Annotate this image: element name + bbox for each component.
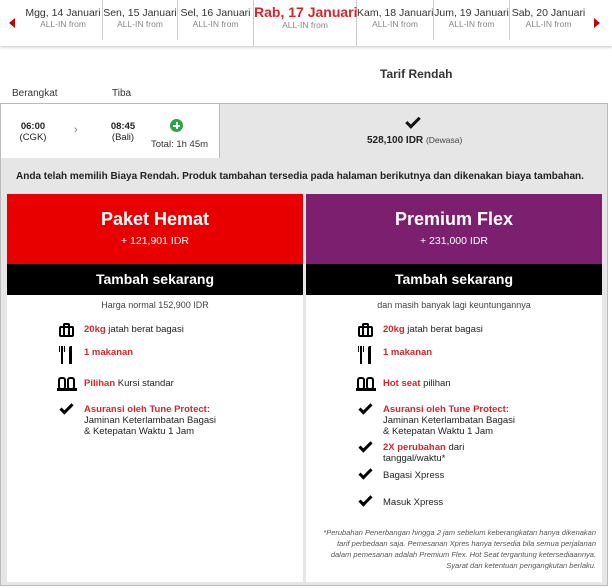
terms-footnote [314,527,596,571]
feature-text: Masuk Xpress [383,497,444,508]
date-item[interactable] [357,0,433,40]
feature-highlight: 1 makanan [383,347,433,358]
date-label-active: Rab, 17 Januari [254,4,358,20]
next-date-arrow-icon[interactable] [594,18,600,28]
bundle-price: + 121,901 IDR [120,235,189,247]
date-sublabel: ALL-IN from [40,19,86,29]
meal-icon [356,346,376,362]
fare-column-title: Tarif Rendah [380,67,453,81]
feature-highlight: Pilihan [84,378,116,389]
feature-highlight: 2X perubahan [383,442,446,453]
feature-highlight: 1 makanan [84,347,134,358]
date-item[interactable] [102,0,177,40]
meal-icon [57,346,77,362]
feature-detail: jatah berat bagasi [105,324,184,335]
feature-detail: & Ketepatan Waktu 1 Jam [383,426,494,437]
depart-time: 06:00 [20,121,46,132]
total-duration: Total: 1h 45m [151,139,209,150]
date-sublabel: ALL-IN from [372,19,418,29]
date-sublabel: ALL-IN from [117,19,163,29]
flight-details-plus-icon[interactable] [170,119,183,132]
footnote-line: dalam pemesanan adalah Premium Flex. Hot Seat tergantung ketersediaannya. [330,550,596,559]
feature-text [383,324,483,335]
feature-detail: Kursi standar [115,378,174,389]
footnote-line: Syarat dan ketentuan pengangkutan berlaku. [446,561,596,570]
bundle-header [7,194,303,264]
bundle-card-hemat [7,194,303,582]
bundle-subtitle: Harga normal 152,900 IDR [101,300,209,310]
flight-info [1,104,219,158]
depart-column-label: Berangkat [12,88,58,99]
add-premium-button[interactable]: Tambah sekarang [306,264,602,295]
date-list [24,0,604,40]
arrive-column-label: Tiba [112,88,132,99]
bundle-header [306,194,602,264]
baggage-icon [57,322,77,338]
feature-detail: pilihan [420,378,451,389]
add-hemat-button[interactable]: Tambah sekarang [7,264,303,295]
check-icon [356,496,374,512]
date-item[interactable] [24,0,102,40]
arrive-time: 08:45 [110,121,136,132]
date-sublabel: ALL-IN from [448,19,495,29]
feature-text [84,378,174,389]
date-item[interactable] [433,0,509,40]
date-label: Mgg, 14 Januari [25,7,101,19]
check-icon [356,442,374,458]
arrive-info [105,121,141,143]
chevron-right-icon: › [74,124,78,136]
bundle-card-premium [306,194,602,582]
feature-highlight: Asuransi oleh Tune Protect: [383,404,509,415]
seat-icon [57,376,77,392]
fare-price-amount: 528,100 IDR [367,135,424,146]
feature-text [383,378,451,389]
feature-detail: tanggal/waktu* [383,453,446,464]
date-label: Jum, 19 Januari [434,7,509,19]
date-item[interactable] [509,0,587,40]
feature-detail: Jaminan Keterlambatan Bagasi [84,415,217,426]
prev-date-arrow-icon[interactable] [9,18,15,28]
date-label: Sel, 16 Januari [180,7,251,19]
seat-icon [356,376,376,392]
bundle-name: Paket Hemat [100,209,210,229]
date-label: Kam, 18 Januari [357,7,434,19]
feature-text [383,347,432,358]
date-item-active[interactable] [253,0,357,46]
feature-text: Bagasi Xpress [383,470,445,481]
date-sublabel: ALL-IN from [525,19,572,29]
feature-detail: & Ketepatan Waktu 1 Jam [84,426,195,437]
bundle-panel [0,158,608,586]
feature-text [84,404,216,437]
flight-row [0,103,608,159]
bundle-subtitle: dan masih banyak lagi keuntungannya [377,300,531,310]
feature-highlight: 20kg [84,324,106,335]
bundle-name: Premium Flex [394,209,514,229]
feature-text [84,347,133,358]
feature-text [383,442,464,464]
check-icon [356,469,374,485]
feature-highlight: Hot seat [383,378,421,389]
footnote-line: *Perubahan Penerbangan hingga 2 jam sebelum keberangkatan hanya dikenakan [323,528,596,537]
feature-detail: dari [445,442,465,453]
date-bar [0,0,612,46]
date-sublabel: ALL-IN from [192,19,239,29]
depart-airport: (CGK) [19,132,47,143]
feature-highlight: 20kg [383,324,405,335]
depart-info [15,121,51,143]
footnote-line: tarif perbedaan saja. Pemesanan Xpres hanya tersedia bila semua perjalanan [337,539,596,548]
date-label: Sab, 20 Januari [511,7,586,19]
selected-check-icon [405,113,421,129]
date-sublabel: ALL-IN from [282,20,328,30]
low-fare-option[interactable] [219,104,607,158]
selection-notice: Anda telah memilih Biaya Rendah. Produk tambahan tersedia pada halaman berikutnya dan dikenakan biaya tambahan. [16,171,584,182]
feature-text [383,404,515,437]
feature-text [84,324,184,335]
fare-price-note: (Dewasa) [425,135,463,145]
fare-price [367,135,462,146]
date-item[interactable] [177,0,253,40]
bundle-price: + 231,000 IDR [419,235,488,247]
feature-detail: jatah berat bagasi [404,324,483,335]
check-icon [356,404,374,420]
feature-highlight: Asuransi oleh Tune Protect: [84,404,210,415]
baggage-icon [356,322,376,338]
check-icon [57,404,75,420]
feature-detail: Jaminan Keterlambatan Bagasi [383,415,516,426]
arrive-airport: (Bali) [111,132,135,143]
date-label: Sen, 15 Januari [103,7,177,19]
